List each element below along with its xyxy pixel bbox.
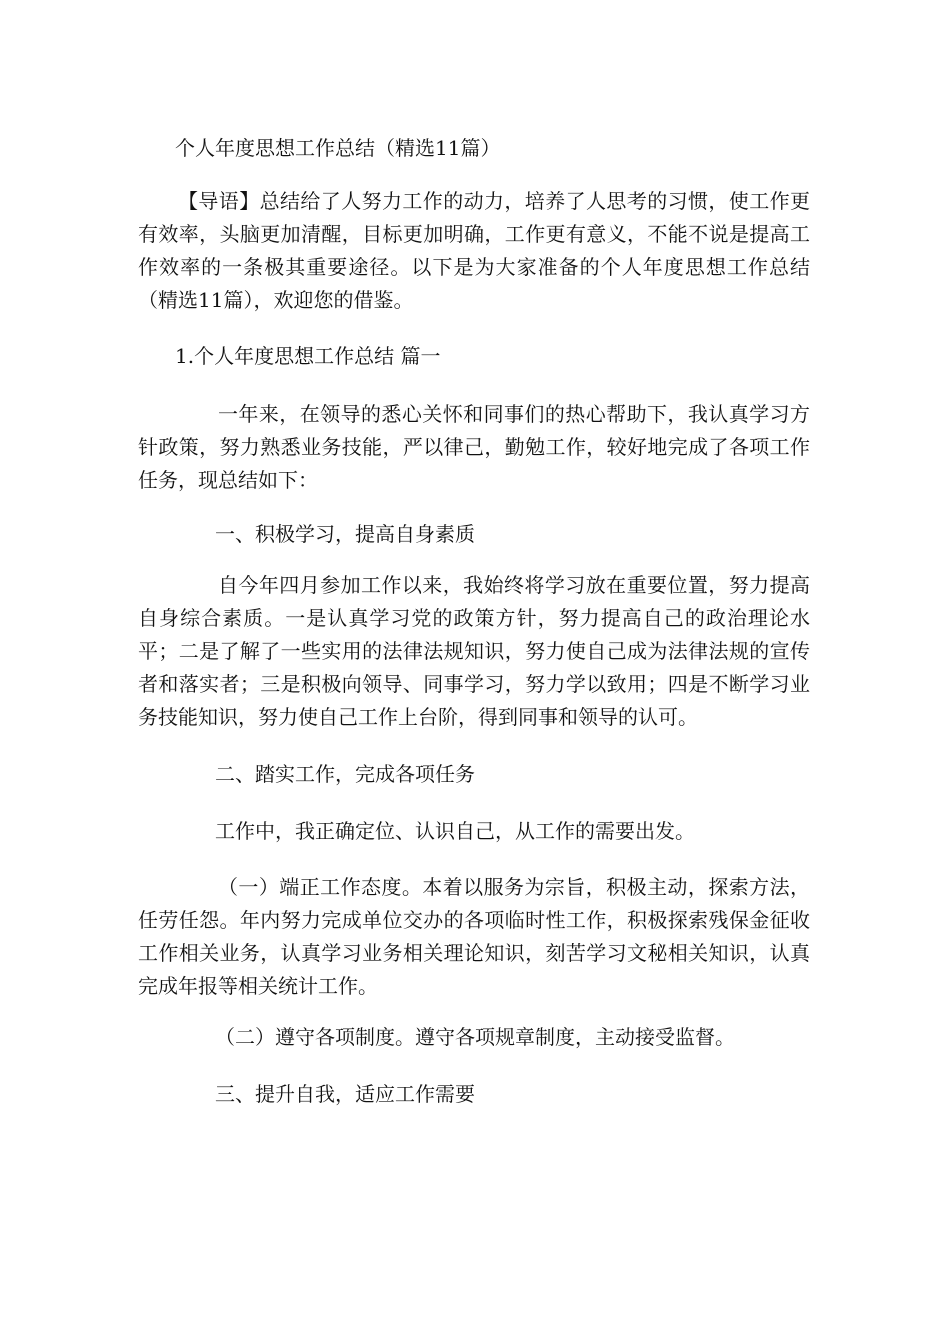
intro-paragraph: 【导语】总结给了人努力工作的动力，培养了人思考的习惯，使工作更有效率，头脑更加清醒，目标更加明确，工作更有意义，不能不说是提高工作效率的一条极其重要途径。以下是为大家准备的个人年度思想工作总结（精选11篇），欢迎您的借鉴。 [138,189,810,312]
subheading-3: 三、提升自我，适应工作需要 [215,1082,475,1106]
subheading-1: 一、积极学习，提高自身素质 [215,522,475,546]
document-title: 个人年度思想工作总结（精选11篇） [175,136,501,160]
body-paragraph-3: 工作中，我正确定位、认识自己，从工作的需要出发。 [215,819,695,843]
subheading-2: 二、踏实工作，完成各项任务 [215,762,475,786]
section-heading: 1.个人年度思想工作总结 篇一 [175,344,441,368]
body-paragraph-4: （一）端正工作态度。本着以服务为宗旨，积极主动，探索方法，任劳任怨。年内努力完成单位交办的各项临时性工作，积极探索残保金征收工作相关业务，认真学习业务相关理论知识，刻苦学习文秘相关知识，认真完成年报等相关统计工作。 [138,875,810,998]
body-paragraph-2: 自今年四月参加工作以来，我始终将学习放在重要位置，努力提高自身综合素质。一是认真学习党的政策方针，努力提高自己的政治理论水平；二是了解了一些实用的法律法规知识，努力使自己成为法律法规的宣传者和落实者；三是积极向领导、同事学习，努力学以致用；四是不断学习业务技能知识，努力使自己工作上台阶，得到同事和领导的认可。 [138,573,810,729]
body-paragraph-1: 一年来，在领导的悉心关怀和同事们的热心帮助下，我认真学习方针政策，努力熟悉业务技能，严以律己，勤勉工作，较好地完成了各项工作任务，现总结如下： [138,402,810,492]
body-paragraph-5: （二）遵守各项制度。遵守各项规章制度，主动接受监督。 [215,1025,735,1049]
